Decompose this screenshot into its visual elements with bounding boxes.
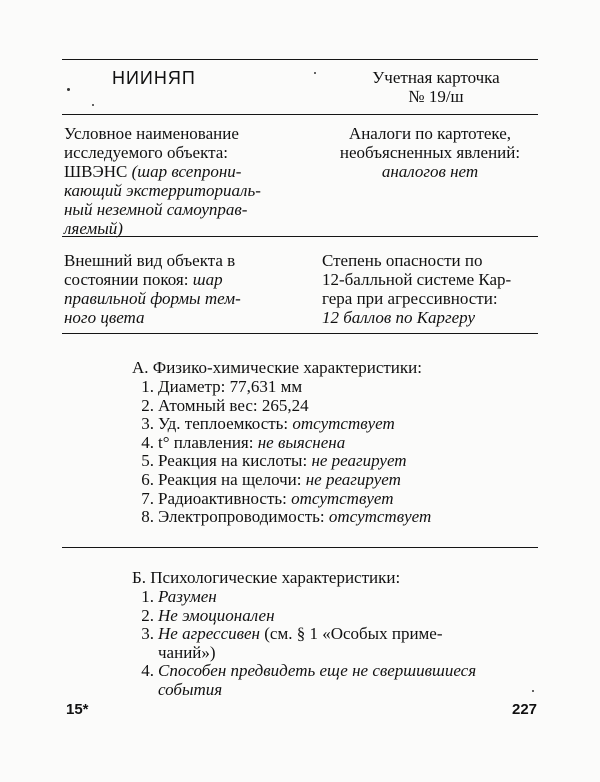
- physical-item: [132, 415, 431, 434]
- physical-item: [132, 452, 431, 471]
- physical-item-value: не реагирует: [311, 451, 407, 471]
- physical-item-label: Радиоактивность:: [158, 488, 287, 508]
- print-speck: [314, 72, 316, 74]
- physical-item: [132, 434, 431, 453]
- physical-item-label: Реакция на щелочи:: [158, 469, 302, 489]
- object-code-line: [64, 162, 280, 181]
- psychological-item: [132, 662, 476, 681]
- psychological-characteristics-section: [132, 569, 476, 700]
- appearance-value-2: ного цвета: [64, 308, 145, 327]
- organization-name: НИИНЯП: [112, 68, 196, 88]
- danger-block: [322, 251, 538, 327]
- appearance-label-2: состоянии покоя:: [64, 270, 189, 289]
- psychological-item: [132, 588, 476, 607]
- psychological-item: [132, 607, 476, 626]
- print-speck: [532, 690, 534, 692]
- danger-value: 12 баллов по Каргеру: [322, 308, 475, 327]
- bottom-card-rule: [62, 333, 538, 334]
- appearance-label-1: Внешний вид объекта в: [64, 251, 236, 270]
- physical-item-number: 6.: [141, 469, 154, 489]
- psychological-item-italic-text: Не агрессивен: [158, 624, 260, 644]
- section-divider: [62, 547, 538, 548]
- psychological-item-number: 2.: [141, 605, 154, 625]
- physical-item: [132, 378, 431, 397]
- physical-item-number: 1.: [141, 377, 154, 396]
- analogues-label-1: Аналоги по картотеке,: [348, 124, 512, 143]
- physical-item-value: не реагирует: [305, 469, 401, 489]
- physical-item-value: отсутствует: [292, 414, 395, 434]
- physical-item: [132, 471, 431, 490]
- physical-item: [132, 397, 431, 416]
- psychological-item: [132, 625, 476, 644]
- physical-item-label: Электропроводимость:: [158, 507, 325, 527]
- physical-item-number: 8.: [141, 507, 154, 527]
- object-description-line-3: ный неземной самоуправ-: [64, 200, 248, 219]
- physical-item-label: Реакция на кислоты:: [158, 451, 308, 471]
- top-rule: [62, 59, 538, 60]
- psychological-item-number: 1.: [141, 587, 154, 606]
- object-code: ШВЭНС: [64, 162, 128, 181]
- psychological-item-text: Способен предвидеть еще не свершившиеся: [158, 661, 477, 681]
- psychological-item-text: Не эмоционален: [158, 605, 275, 625]
- object-name-label-2: исследуемого объекта:: [64, 143, 229, 162]
- physical-item-number: 2.: [141, 395, 154, 415]
- physical-item-label: Уд. теплоемкость:: [158, 414, 289, 434]
- danger-line-3: гера при агрессивности:: [322, 289, 498, 308]
- print-speck: [92, 104, 94, 106]
- appearance-value-1: правильной формы тем-: [64, 289, 241, 308]
- physical-item-value: отсутствует: [328, 507, 432, 527]
- appearance-shape-value: шар: [192, 270, 223, 289]
- page-number: 227: [512, 701, 538, 718]
- physical-item-value: отсутствует: [291, 488, 394, 508]
- header-divider: [62, 114, 538, 115]
- object-name-label-line: [64, 124, 280, 143]
- print-speck: [67, 88, 70, 91]
- card-title: Учетная карточка: [372, 68, 500, 87]
- object-description-line-4: ляемый): [64, 219, 123, 238]
- physical-characteristics-section: [132, 359, 431, 527]
- psychological-item-text: Разумен: [158, 587, 217, 606]
- physical-item-number: 5.: [141, 451, 154, 471]
- physical-item: [132, 490, 431, 509]
- psychological-item-continuation: события: [158, 679, 223, 699]
- analogues-block: [322, 124, 538, 181]
- physical-item: [132, 508, 431, 527]
- card-number: № 19/ш: [408, 87, 464, 106]
- physical-item-label: Диаметр: 77,631 мм: [158, 377, 303, 396]
- analogues-label-2: необъясненных явлений:: [339, 143, 521, 162]
- analogues-value: аналогов нет: [381, 162, 479, 181]
- object-description-line-2: кающий экстерриториаль-: [64, 181, 261, 200]
- psychological-section-title: Б. Психологические характеристики:: [132, 568, 401, 587]
- physical-item-label: Атомный вес: 265,24: [158, 395, 309, 415]
- object-name-label-1: Условное наименование: [64, 124, 239, 143]
- psychological-item-continuation: чаний»): [158, 642, 216, 662]
- physical-item-number: 4.: [141, 432, 154, 452]
- registration-card-heading: [340, 68, 532, 106]
- psychological-item-number: 3.: [141, 624, 154, 644]
- page-signature: 15*: [66, 701, 89, 718]
- danger-line-1: Степень опасности по: [322, 251, 483, 270]
- psychological-item-reference: (см. § 1 «Особых приме-: [264, 624, 443, 644]
- danger-line-2: 12-балльной системе Кар-: [322, 270, 512, 289]
- object-name-block: [64, 124, 280, 238]
- physical-item-label: t° плавления:: [158, 432, 254, 452]
- object-description-line-1: (шар всепрони-: [131, 162, 242, 181]
- appearance-label-2-line: [64, 270, 280, 289]
- physical-item-value: не выяснена: [257, 432, 346, 452]
- psychological-item-number: 4.: [141, 661, 154, 681]
- middle-divider: [62, 236, 538, 237]
- appearance-block: [64, 251, 280, 327]
- physical-item-number: 7.: [141, 488, 154, 508]
- physical-section-title: А. Физико-химические характеристики:: [132, 358, 422, 377]
- physical-item-number: 3.: [141, 414, 154, 434]
